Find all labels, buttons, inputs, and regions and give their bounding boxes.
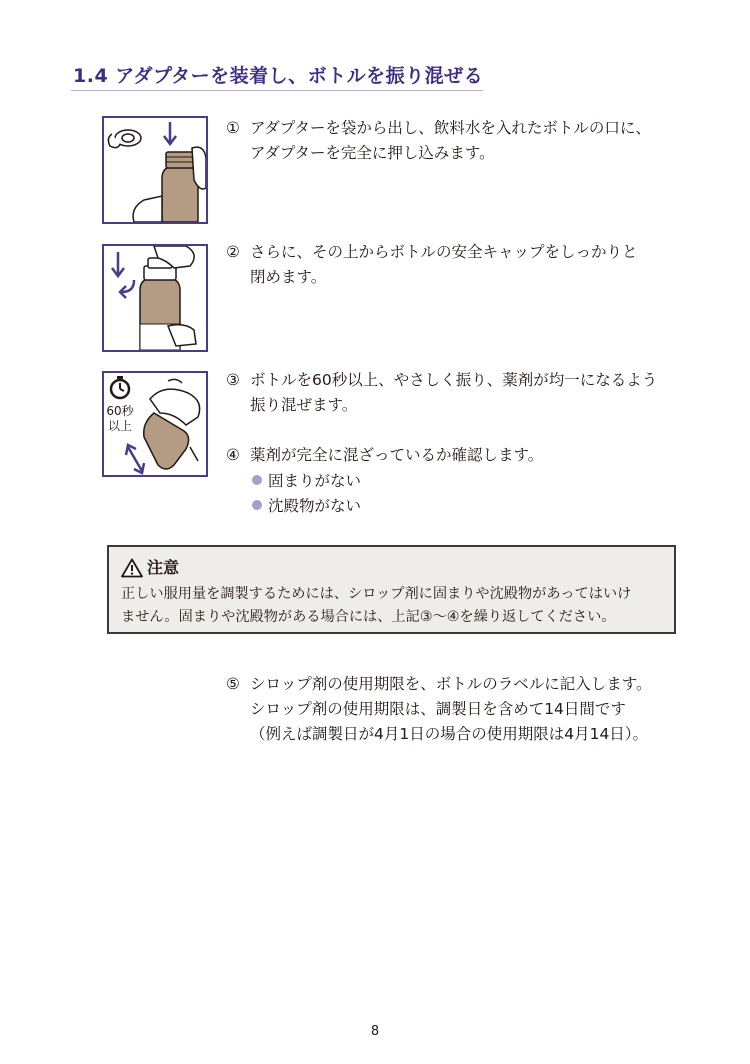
bullet-dot-icon bbox=[252, 475, 262, 485]
step-2 bbox=[226, 240, 638, 290]
step-text: アダプターを完全に押し込みます。 bbox=[250, 144, 495, 162]
step-1 bbox=[226, 116, 651, 166]
step-text: ボトルを60秒以上、やさしく振り、薬剤が均一になるよう bbox=[250, 371, 658, 389]
caution-box bbox=[107, 545, 676, 634]
title-underline bbox=[71, 90, 483, 91]
figure-cap-close bbox=[102, 244, 208, 352]
step-text: アダプターを袋から出し、飲料水を入れたボトルの口に、 bbox=[250, 119, 651, 137]
caution-text-line: 正しい服用量を調製するためには、シロップ剤に固まりや沈殿物があってはいけ bbox=[121, 586, 632, 602]
bottle-shape bbox=[162, 166, 198, 222]
step-text: （例えば調製日が4月1日の場合の使用期限は4月14日）。 bbox=[250, 725, 649, 743]
check-bullet: 固まりがない bbox=[252, 469, 361, 494]
section-title: 1.4 アダプターを装着し、ボトルを振り混ぜる bbox=[73, 65, 484, 87]
step-number: ① bbox=[226, 119, 240, 137]
duration-label-2: 以上 bbox=[107, 419, 133, 433]
step-number: ⑤ bbox=[226, 675, 240, 693]
step-text: さらに、その上からボトルの安全キャップをしっかりと bbox=[250, 243, 638, 261]
caution-text-line: ません。固まりや沈殿物がある場合には、上記③～④を繰り返してください。 bbox=[121, 609, 616, 625]
figure-shake bbox=[102, 371, 208, 477]
duration-label-1: 60秒 bbox=[106, 404, 134, 418]
figure-adapter-insert bbox=[102, 116, 208, 224]
step-text: 振り混ぜます。 bbox=[250, 396, 358, 414]
step-text: シロップ剤の使用期限を、ボトルのラベルに記入します。 bbox=[250, 675, 652, 693]
step-number: ② bbox=[226, 243, 240, 261]
check-bullet: 沈殿物がない bbox=[252, 494, 361, 519]
step-text: 薬剤が完全に混ざっているか確認します。 bbox=[250, 446, 544, 464]
caution-heading: 注意 bbox=[121, 555, 662, 581]
page-number: 8 bbox=[370, 1024, 380, 1039]
warning-triangle-icon bbox=[121, 558, 143, 578]
step-number: ④ bbox=[226, 446, 240, 464]
step-4 bbox=[226, 443, 543, 468]
bullet-dot-icon bbox=[252, 500, 262, 510]
step-number: ③ bbox=[226, 371, 240, 389]
step-text: 閉めます。 bbox=[250, 268, 327, 286]
step-5 bbox=[226, 672, 651, 747]
step-3 bbox=[226, 368, 657, 418]
step-text: シロップ剤の使用期限は、調製日を含めて14日間です bbox=[250, 700, 626, 718]
